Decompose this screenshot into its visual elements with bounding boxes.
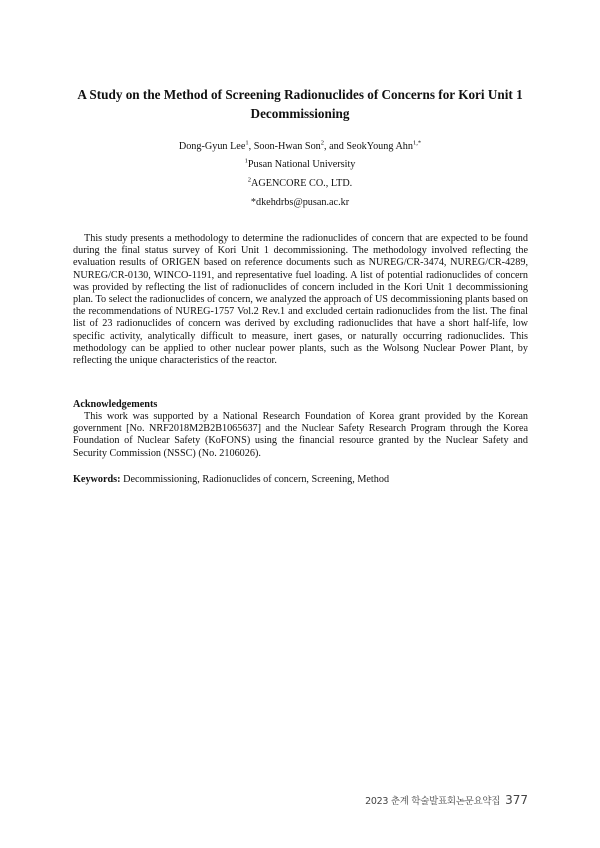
abstract-text: This study presents a methodology to determine the radionuclides of concern that are expected to be found during the final status survey of Kori Unit 1 decommissioning. The methodology involved reflecting the evaluation results of ORIGEN based on reference documents such as NUREG/CR-3474, NUREG/CR-4289, NUREG/CR-0130, WINCO-1191, and representative fuel loading. A list of potential radionuclides of concern was provided by reflecting the list of radionuclides of concern included in the Kori Unit 1 decommissioning plan. To select the radionuclides of concern, we analyzed the approach of US decommissioning plants based on the recommendations of NUREG-1757 Vol.2 Rev.1 and excluded certain radionuclides from the list. The final list of 23 radionuclides of concern was derived by excluding radionuclides that have a short half-life, low specific activity, analytically difficult to measure, inert gases, or naturally occurring radionuclides. This methodology can be applied to other nuclear power plants, such as the Wolsong Nuclear Power Plant, by reflecting the unique characteristics of the reactor.: [73, 233, 528, 367]
affiliation-mark: 2: [247, 176, 252, 184]
journal-name: 2023 춘계 학술발표회논문요약집: [365, 796, 501, 807]
acknowledgements-text: This work was supported by a National Research Foundation of Korea grant provided by the Korean government [No. NRF2018M2B2B1065637] and the Nuclear Safety Research Program through the Korea Foundation of Nuclear Safety (KoFONS) using the financial resource granted by the Nuclear Safety and Security Commission (NSSC) (No. 2106026).: [73, 411, 528, 459]
affiliation-mark: 1: [244, 157, 248, 165]
page-number: 377: [505, 793, 528, 807]
author-name: SeokYoung Ahn: [346, 141, 413, 152]
affiliation-1: [60, 158, 540, 171]
acknowledgements-heading: Acknowledgements: [73, 399, 158, 410]
author-affiliation-mark: 2: [320, 139, 325, 147]
affiliation-name: Pusan National University: [247, 159, 356, 170]
corresponding-email: *dkehdrbs@pusan.ac.kr: [250, 197, 350, 208]
keywords-label: Keywords:: [73, 474, 121, 485]
author-separator: , and: [324, 141, 347, 152]
affiliation-name: AGENCORE CO., LTD.: [251, 178, 353, 189]
author-list: [60, 140, 540, 153]
keywords-list: Decommissioning, Radionuclides of concern, Screening, Method: [120, 474, 390, 485]
author-name: Dong-Gyun Lee: [178, 141, 246, 152]
paper-title: A Study on the Method of Screening Radionuclides of Concerns for Kori Unit 1 Decommissioning: [77, 87, 523, 121]
keywords: [73, 474, 528, 486]
author-affiliation-mark: 1: [245, 139, 249, 147]
page-footer: [365, 789, 528, 808]
author-name: Soon-Hwan Son: [253, 141, 321, 152]
author-affiliation-mark: 1,*: [413, 139, 422, 147]
author-separator: ,: [248, 141, 254, 152]
affiliation-2: [60, 177, 540, 190]
